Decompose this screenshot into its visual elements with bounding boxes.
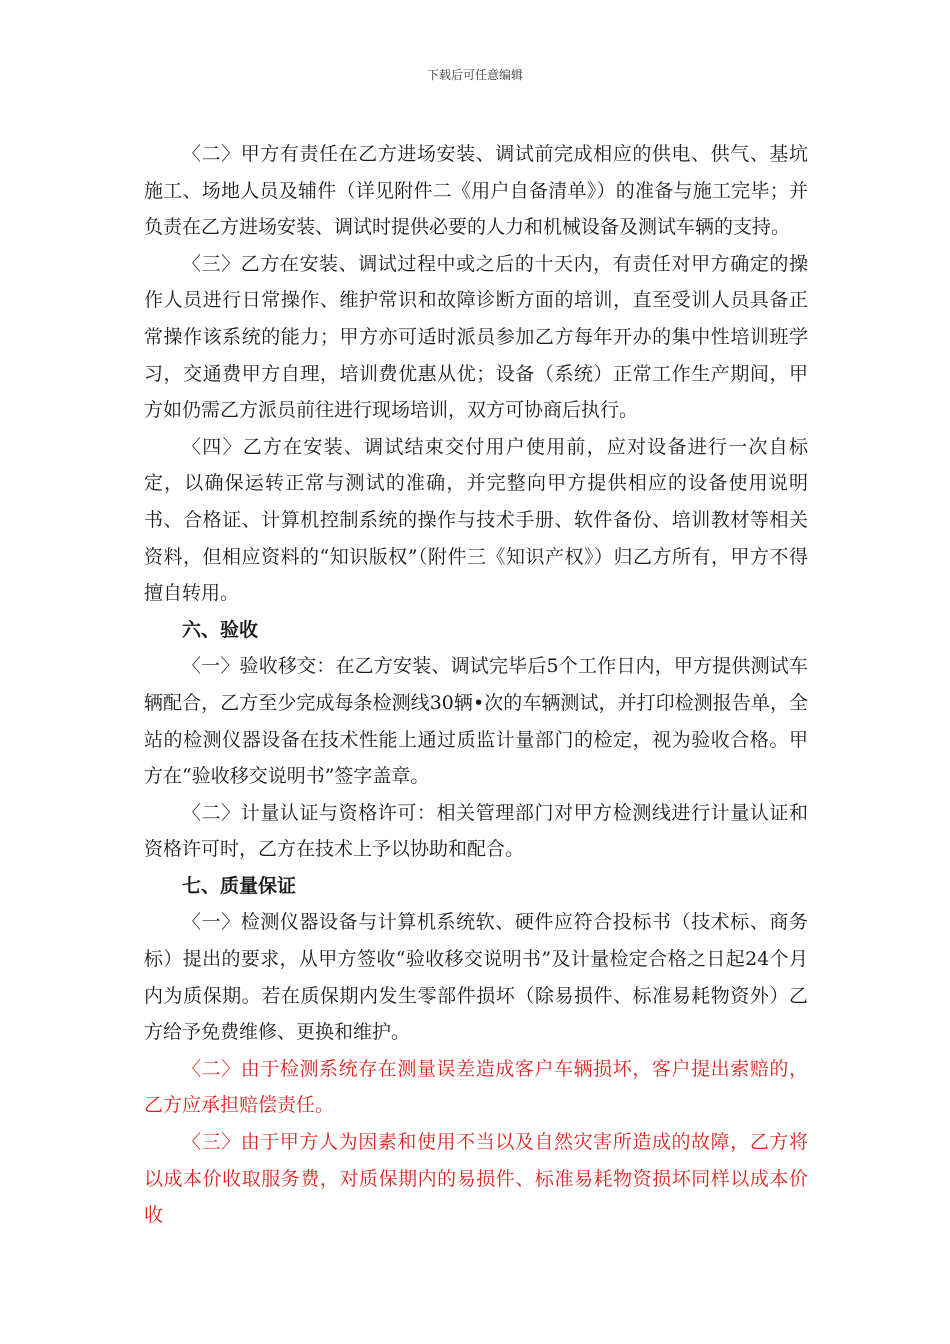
section-heading-acceptance: 六、验收: [182, 618, 259, 641]
clause-7-2: 〈二〉由于检测系统存在测量误差造成客户车辆损坏，客户提出索赔的，乙方应承担赔偿责任。: [144, 1057, 808, 1117]
clause-5-3: 〈三〉乙方在安装、调试过程中或之后的十天内，有责任对甲方确定的操作人员进行日常操作、维护常识和故障诊断方面的培训，直至受训人员具备正常操作该系统的能力；甲方亦可适时派员参加乙方每年开办的集中性培训班学习，交通费甲方自理，培训费优惠从优；设备（系统）正常工作生产期间，甲方如仍需乙方派员前往进行现场培训，双方可协商后执行。: [144, 252, 808, 422]
clause-5-4: 〈四〉乙方在安装、调试结束交付用户使用前，应对设备进行一次自标定，以确保运转正常与测试的准确，并完整向甲方提供相应的设备使用说明书、合格证、计算机控制系统的操作与技术手册、软件备份、培训教材等相关资料，但相应资料的“知识版权”（附件三《知识产权》）归乙方所有，甲方不得擅自转用。: [144, 435, 808, 605]
clause-6-1: 〈一〉验收移交：在乙方安装、调试完毕后5个工作日内，甲方提供测试车辆配合，乙方至少完成每条检测线30辆•次的车辆测试，并打印检测报告单，全站的检测仪器设备在技术性能上通过质监计量部门的检定，视为验收合格。甲方在“验收移交说明书”签字盖章。: [144, 655, 808, 788]
clause-7-3: 〈三〉由于甲方人为因素和使用不当以及自然灾害所造成的故障，乙方将以成本价收取服务费，对质保期内的易损件、标准易耗物资损坏同样以成本价收: [144, 1131, 808, 1227]
clause-6-2: 〈二〉计量认证与资格许可：相关管理部门对甲方检测线进行计量认证和资格许可时，乙方在技术上予以协助和配合。: [144, 801, 808, 861]
clause-7-1: 〈一〉检测仪器设备与计算机系统软、硬件应符合投标书（技术标、商务标）提出的要求，从甲方签收“验收移交说明书”及计量检定合格之日起24个月内为质保期。若在质保期内发生零部件损坏（除易损件、标准易耗物资外）乙方给予免费维修、更换和维护。: [144, 911, 808, 1044]
clause-5-2: 〈二〉甲方有责任在乙方进场安装、调试前完成相应的供电、供气、基坑施工、场地人员及辅件（详见附件二《用户自备清单》）的准备与施工完毕；并负责在乙方进场安装、调试时提供必要的人力和机械设备及测试车辆的支持。: [144, 143, 808, 239]
page-header: 下载后可任意编辑: [426, 68, 523, 82]
section-heading-quality-assurance: 七、质量保证: [182, 874, 297, 897]
document-body: [144, 136, 808, 1234]
